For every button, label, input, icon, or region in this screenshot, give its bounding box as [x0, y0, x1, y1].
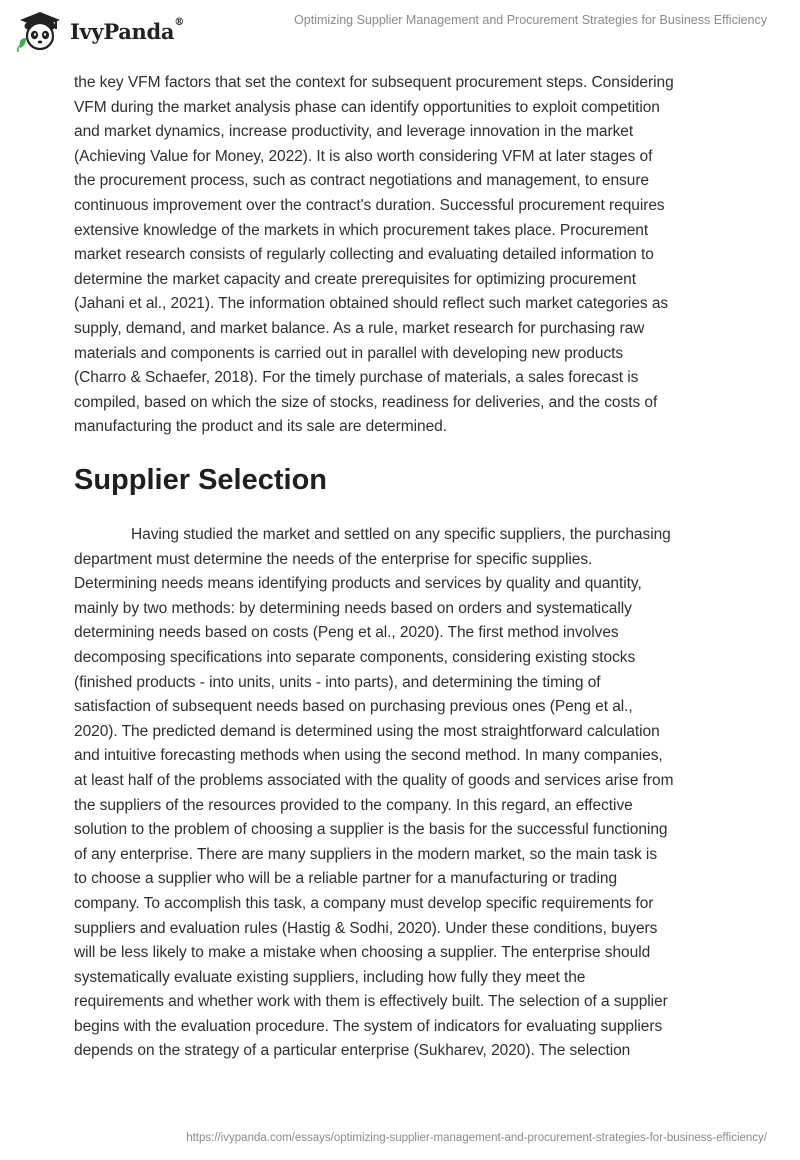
text-line: of any enterprise. There are many suppliers in the modern market, so the main task is	[74, 845, 658, 863]
text-line: Determining needs means identifying products and services by quality and quantity,	[74, 575, 642, 593]
document-title: Optimizing Supplier Management and Procurement Strategies for Business Efficiency	[294, 13, 767, 27]
text-line: solution to the problem of choosing a supplier is the basis for the successful functioning	[74, 821, 668, 839]
text-line: (Charro & Schaefer, 2018). For the timely purchase of materials, a sales forecast is	[74, 369, 639, 387]
text-line: will be less likely to make a mistake when choosing a supplier. The enterprise should	[74, 944, 651, 962]
text-line: at least half of the problems associated with the quality of goods and services arise from	[74, 771, 674, 789]
text-line: systematically evaluate existing suppliers, including how fully they meet the	[74, 968, 586, 986]
text-line: decomposing specifications into separate components, considering existing stocks	[74, 648, 636, 666]
text-line: materials and components is carried out in parallel with developing new products	[74, 344, 624, 362]
text-line: the procurement process, such as contract negotiations and management, to ensure	[74, 172, 650, 190]
text-line: and market dynamics, increase productivity, and leverage innovation in the market	[74, 123, 634, 141]
text-line: satisfaction of subsequent needs based on purchasing previous ones (Peng et al.,	[74, 698, 633, 716]
text-line: (finished products - into units, units - into parts), and determining the timing of	[74, 673, 601, 691]
text-line: to choose a supplier who will be a reliable partner for a manufacturing or trading	[74, 870, 618, 888]
text-line: (Jahani et al., 2021). The information obtained should reflect such market categories as	[74, 295, 669, 313]
text-line: mainly by two methods: by determining needs based on orders and systematically	[74, 599, 632, 617]
ivypanda-logo[interactable]	[14, 8, 184, 54]
paragraph-continued	[74, 71, 734, 440]
text-line: continuous improvement over the contract's duration. Successful procurement requires	[74, 196, 665, 214]
text-line: Having studied the market and settled on any specific suppliers, the purchasing	[131, 526, 671, 543]
supplier-selection-paragraph	[74, 523, 734, 1064]
text-line: determine the market capacity and create prerequisites for optimizing procurement	[74, 270, 636, 288]
text-line: suppliers and evaluation rules (Hastig & Sodhi, 2020). Under these conditions, buyers	[74, 919, 658, 937]
text-line: begins with the evaluation procedure. The system of indicators for evaluating suppliers	[74, 1017, 663, 1035]
text-line: compiled, based on which the size of stocks, readiness for deliveries, and the costs of	[74, 393, 658, 411]
text-line: 2020). The predicted demand is determined using the most straightforward calculation	[74, 722, 660, 740]
source-url-link[interactable]: https://ivypanda.com/essays/optimizing-supplier-management-and-procurement-strategies-for-business-efficiency/	[186, 1132, 767, 1144]
page-header	[0, 0, 800, 60]
text-line: determining needs based on costs (Peng et al., 2020). The first method involves	[74, 624, 619, 642]
body-paragraph	[74, 523, 734, 1064]
text-line: requirements and whether work with them is effectively built. The selection of a supplier	[74, 993, 668, 1011]
text-line: depends on the strategy of a particular enterprise (Sukharev, 2020). The selection	[74, 1042, 631, 1060]
section-heading: Supplier Selection	[74, 464, 327, 496]
text-line: company. To accomplish this task, a company must develop specific requirements for	[74, 894, 654, 912]
panda-graduate-icon	[14, 8, 66, 54]
text-line: extensive knowledge of the markets in which procurement takes place. Procurement	[74, 221, 649, 239]
brand-name: IvyPanda®	[70, 16, 184, 44]
text-line: department must determine the needs of the enterprise for specific supplies.	[74, 550, 593, 568]
text-line: market research consists of regularly collecting and evaluating detailed information to	[74, 246, 654, 264]
text-line: manufacturing the product and its sale are determined.	[74, 418, 447, 436]
text-line: supply, demand, and market balance. As a rule, market research for purchasing raw	[74, 319, 645, 337]
text-line: and intuitive forecasting methods when using the second method. In many companies,	[74, 747, 663, 765]
body-paragraph	[74, 71, 734, 440]
text-line: the suppliers of the resources provided to the company. In this regard, an effective	[74, 796, 633, 814]
text-line: (Achieving Value for Money, 2022). It is also worth considering VFM at later stages of	[74, 147, 653, 165]
registered-mark: ®	[174, 16, 184, 28]
text-line: the key VFM factors that set the context for subsequent procurement steps. Considering	[74, 74, 674, 91]
text-line: VFM during the market analysis phase can identify opportunities to exploit competition	[74, 98, 660, 116]
